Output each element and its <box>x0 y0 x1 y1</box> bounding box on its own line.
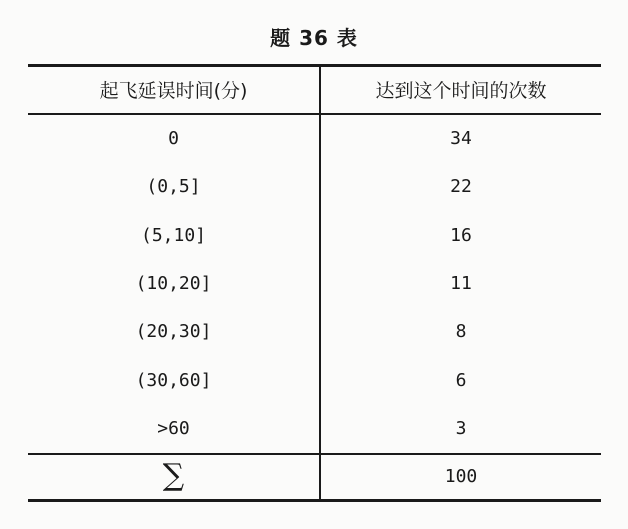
table-sum-rule <box>28 453 601 455</box>
total-cell: 100 <box>444 466 478 487</box>
count-cell: 22 <box>450 176 472 197</box>
count-cell: 3 <box>455 418 467 439</box>
count-cell: 16 <box>450 225 472 246</box>
count-cell: 6 <box>455 370 467 391</box>
count-cell: 8 <box>455 321 467 342</box>
delay-cell: (20,30] <box>135 321 212 342</box>
delay-cell: 0 <box>168 128 179 149</box>
delay-cell: (10,20] <box>135 273 212 294</box>
header-delay-time: 起飞延误时间(分) <box>99 80 248 102</box>
header-count: 达到这个时间的次数 <box>375 80 547 102</box>
table-bottom-rule <box>28 499 601 502</box>
delay-cell: >60 <box>157 418 190 439</box>
count-cell: 34 <box>450 128 472 149</box>
table-header-rule <box>28 113 601 115</box>
delay-cell: (5,10] <box>140 225 207 246</box>
delay-cell: (0,5] <box>146 176 201 197</box>
table-top-rule <box>28 64 601 67</box>
count-cell: 11 <box>450 273 472 294</box>
sum-symbol: ∑ <box>162 458 185 493</box>
delay-cell: (30,60] <box>135 370 212 391</box>
table-title: 题 36 表 <box>270 26 358 50</box>
